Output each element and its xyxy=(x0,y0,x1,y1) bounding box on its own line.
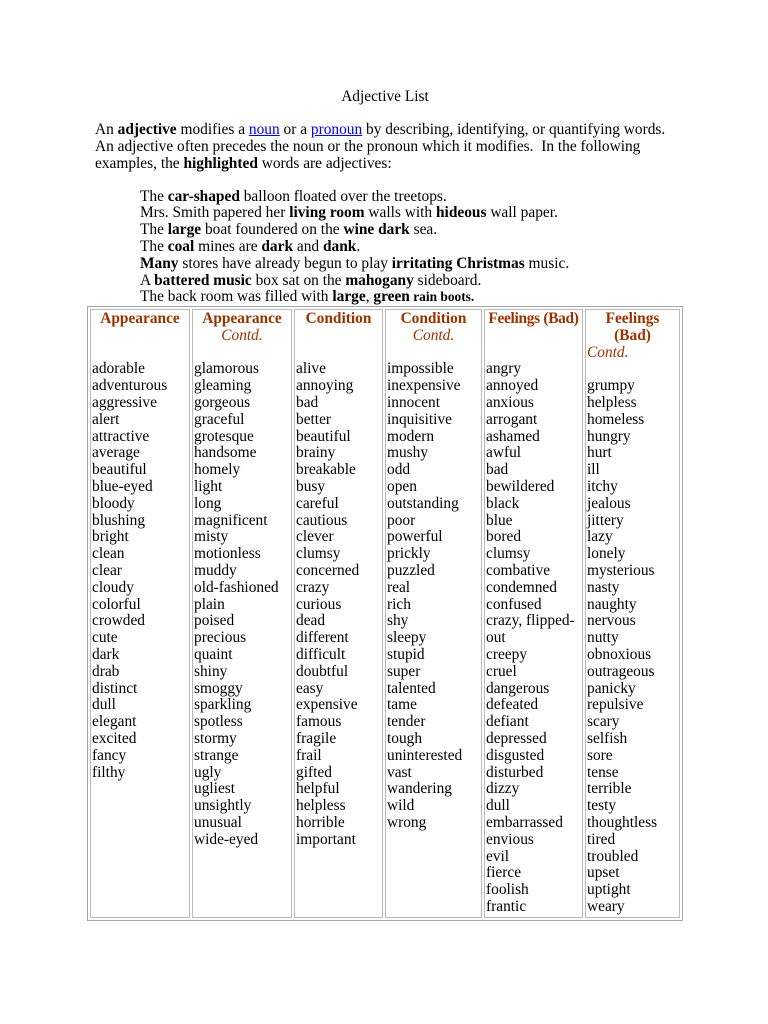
word-item: hurt xyxy=(587,444,612,462)
word-item: curious xyxy=(296,595,342,613)
word-item: elegant xyxy=(92,713,137,731)
word-item: vast xyxy=(387,763,412,781)
word-item: expensive xyxy=(296,696,358,714)
word-item: upset xyxy=(587,864,620,882)
intro-text: examples, the xyxy=(95,154,184,172)
word-item: stormy xyxy=(194,729,237,747)
word-item: impossible xyxy=(387,360,454,378)
column-header xyxy=(387,311,480,361)
sentence-text: sideboard. xyxy=(413,271,482,289)
column-feelings-bad xyxy=(484,309,583,918)
word-item: foolish xyxy=(486,881,529,899)
adjective-highlight: large xyxy=(332,288,366,306)
word-item: uptight xyxy=(587,881,631,899)
word-item: poised xyxy=(194,612,235,630)
column-header xyxy=(587,311,678,361)
word-item: obnoxious xyxy=(587,645,652,663)
word-item: bad xyxy=(486,461,509,479)
example-sentence xyxy=(140,239,569,256)
word-item: naughty xyxy=(587,595,637,613)
word-item: stupid xyxy=(387,645,425,663)
word-item: testy xyxy=(587,797,617,815)
word-item: defiant xyxy=(486,713,529,731)
word-item: wrong xyxy=(387,813,427,831)
word-list xyxy=(587,378,678,916)
word-item: average xyxy=(92,444,140,462)
word-item: jittery xyxy=(587,511,624,529)
adjective-highlight: living room xyxy=(289,204,365,222)
word-item: anxious xyxy=(486,393,534,411)
word-item: inexpensive xyxy=(387,377,461,395)
sentence-text: The back room was filled with xyxy=(140,288,333,306)
word-item: attractive xyxy=(92,427,150,445)
word-item: dead xyxy=(296,612,326,630)
sentence-text: A xyxy=(140,271,155,289)
adjective-highlight: green xyxy=(373,288,410,306)
word-item: fancy xyxy=(92,746,127,764)
word-list xyxy=(486,361,581,915)
word-item: motionless xyxy=(194,545,261,563)
word-item: old-fashioned xyxy=(194,578,279,596)
word-item: better xyxy=(296,410,332,428)
word-item: homeless xyxy=(587,410,645,428)
word-item: beautiful xyxy=(92,461,147,479)
word-item: awful xyxy=(486,444,522,462)
example-sentence xyxy=(140,222,569,239)
word-item: itchy xyxy=(587,477,618,495)
word-item: modern xyxy=(387,427,435,445)
column-header-title: Feelings (Bad) xyxy=(605,310,660,344)
word-item: angry xyxy=(486,360,522,378)
sentence-text: boat foundered on the xyxy=(201,221,344,239)
word-item: embarrassed xyxy=(486,813,563,831)
column-condition-contd xyxy=(385,309,482,918)
word-item: brainy xyxy=(296,444,336,462)
intro-line xyxy=(95,121,665,138)
word-item: thoughtless xyxy=(587,813,658,831)
example-sentence xyxy=(140,256,569,273)
intro-text: or a xyxy=(279,120,311,138)
word-item: crowded xyxy=(92,612,145,630)
word-item: cruel xyxy=(486,662,517,680)
adjective-highlight: wine dark xyxy=(343,221,410,239)
word-item: terrible xyxy=(587,780,632,798)
word-item: bad xyxy=(296,393,319,411)
word-item: hungry xyxy=(587,427,631,445)
word-item: distinct xyxy=(92,679,138,697)
word-item: wandering xyxy=(387,780,452,798)
word-item: clever xyxy=(296,528,334,546)
word-item: magnificent xyxy=(194,511,268,529)
word-item: frantic xyxy=(486,897,527,915)
word-item: quaint xyxy=(194,645,233,663)
sentence-text: stores have already begun to play xyxy=(178,254,392,272)
word-item: easy xyxy=(296,679,324,697)
word-item: real xyxy=(387,578,411,596)
word-item: wide-eyed xyxy=(194,830,259,848)
word-item: tough xyxy=(387,729,423,747)
word-item: combative xyxy=(486,561,551,579)
word-item: important xyxy=(296,830,356,848)
sentence-text: mines are xyxy=(194,237,262,255)
sentence-text: sea. xyxy=(409,221,438,239)
word-item: cloudy xyxy=(92,578,134,596)
sentence-text: walls with xyxy=(364,204,436,222)
adjective-highlight: mahogany xyxy=(345,271,414,289)
word-item: breakable xyxy=(296,461,356,479)
word-item: super xyxy=(387,662,421,680)
column-header xyxy=(296,311,381,361)
word-item: filthy xyxy=(92,763,126,781)
word-item: clumsy xyxy=(296,545,341,563)
word-item: evil xyxy=(486,847,510,865)
word-item: powerful xyxy=(387,528,443,546)
word-item: jealous xyxy=(587,494,631,512)
word-item: dizzy xyxy=(486,780,520,798)
word-item: disgusted xyxy=(486,746,545,764)
word-item: bewildered xyxy=(486,477,555,495)
word-item: nutty xyxy=(587,629,619,647)
word-item: shy xyxy=(387,612,409,630)
word-item: muddy xyxy=(194,561,237,579)
word-item: excited xyxy=(92,729,137,747)
word-item: misty xyxy=(194,528,229,546)
word-item: clumsy xyxy=(486,545,531,563)
word-item: gifted xyxy=(296,763,332,781)
sentence-text: wall paper. xyxy=(486,204,558,222)
word-item: unusual xyxy=(194,813,242,831)
column-header-title: Condition xyxy=(305,310,372,327)
word-item: doubtful xyxy=(296,662,349,680)
word-item: unsightly xyxy=(194,797,252,815)
word-item: spotless xyxy=(194,713,243,731)
adjective-highlight: Many xyxy=(140,254,179,272)
word-item: homely xyxy=(194,461,241,479)
word-item: tense xyxy=(587,763,619,781)
word-item: careful xyxy=(296,494,339,512)
sentence-text: The xyxy=(140,237,168,255)
sentence-text: balloon floated over the treetops. xyxy=(239,187,447,205)
sentence-text: and xyxy=(293,237,323,255)
word-item: dull xyxy=(486,797,510,815)
highlighted-term: adjective xyxy=(117,120,177,138)
word-item: difficult xyxy=(296,645,346,663)
word-item: open xyxy=(387,477,417,495)
column-header xyxy=(92,311,188,361)
word-item: smoggy xyxy=(194,679,243,697)
word-item: sleepy xyxy=(387,629,427,647)
word-item: sore xyxy=(587,746,613,764)
word-item: odd xyxy=(387,461,411,479)
word-item: outstanding xyxy=(387,494,459,512)
word-item: prickly xyxy=(387,545,431,563)
word-item: plain xyxy=(194,595,225,613)
column-header xyxy=(194,311,290,361)
column-header-title: Feelings (Bad) xyxy=(488,310,579,327)
word-item: nasty xyxy=(587,578,620,596)
word-item: long xyxy=(194,494,222,512)
column-feelings-bad-contd xyxy=(585,309,680,918)
column-appearance xyxy=(90,309,190,918)
word-item: adorable xyxy=(92,360,145,378)
word-item: gorgeous xyxy=(194,393,251,411)
word-item: tired xyxy=(587,830,616,848)
word-item: ill xyxy=(587,461,600,479)
word-item: envious xyxy=(486,830,534,848)
word-item: bloody xyxy=(92,494,135,512)
column-header-title: Appearance xyxy=(202,310,282,327)
word-item: talented xyxy=(387,679,436,697)
example-sentence xyxy=(140,205,569,222)
sentence-text: . xyxy=(356,237,361,255)
word-item: drab xyxy=(92,662,120,680)
word-item: rich xyxy=(387,595,411,613)
word-item: innocent xyxy=(387,393,440,411)
word-item: inquisitive xyxy=(387,410,452,428)
word-item: blue-eyed xyxy=(92,477,153,495)
word-item: clean xyxy=(92,545,125,563)
word-item: graceful xyxy=(194,410,245,428)
word-item: black xyxy=(486,494,520,512)
word-item: different xyxy=(296,629,349,647)
word-item: ugliest xyxy=(194,780,236,798)
word-item: repulsive xyxy=(587,696,644,714)
pronoun-link[interactable]: pronoun xyxy=(310,120,363,138)
word-item: disturbed xyxy=(486,763,544,781)
word-item: gleaming xyxy=(194,377,252,395)
word-item: busy xyxy=(296,477,326,495)
word-item: dangerous xyxy=(486,679,550,697)
word-list xyxy=(296,361,381,848)
intro-text: modifies a xyxy=(176,120,249,138)
word-item: tame xyxy=(387,696,417,714)
word-item: uninterested xyxy=(387,746,463,764)
intro-line xyxy=(95,155,665,172)
word-item: shiny xyxy=(194,662,228,680)
word-item: crazy xyxy=(296,578,330,596)
word-list xyxy=(92,361,188,781)
word-item: selfish xyxy=(587,729,628,747)
adjective-table xyxy=(87,306,683,921)
word-item: frail xyxy=(296,746,322,764)
word-item: fragile xyxy=(296,729,337,747)
word-item: confused xyxy=(486,595,542,613)
adjective-highlight: large xyxy=(167,221,202,239)
word-item: mushy xyxy=(387,444,429,462)
intro-text: by describing, identifying, or quantifying words. xyxy=(362,120,666,138)
word-item: alert xyxy=(92,410,120,428)
word-item: helpless xyxy=(587,393,637,411)
adjective-highlight: irritating Christmas xyxy=(391,254,525,272)
intro-paragraph xyxy=(95,121,665,172)
word-item: puzzled xyxy=(387,561,435,579)
word-item: aggressive xyxy=(92,393,157,411)
word-item: bright xyxy=(92,528,129,546)
word-item: nervous xyxy=(587,612,636,630)
adjective-highlight: hideous xyxy=(435,204,487,222)
word-item: wild xyxy=(387,797,415,815)
word-item: dull xyxy=(92,696,116,714)
example-sentence xyxy=(140,189,569,206)
word-item: condemned xyxy=(486,578,557,596)
word-item: arrogant xyxy=(486,410,538,428)
word-list xyxy=(387,361,480,831)
column-appearance-contd xyxy=(192,309,292,918)
word-item: ashamed xyxy=(486,427,540,445)
word-item: crazy, flipped-out xyxy=(486,612,575,647)
word-item: defeated xyxy=(486,696,539,714)
word-item: grotesque xyxy=(194,427,254,445)
word-item: panicky xyxy=(587,679,636,697)
word-item: weary xyxy=(587,897,625,915)
sentence-text: Mrs. Smith papered her xyxy=(140,204,290,222)
word-item: mysterious xyxy=(587,561,655,579)
sentence-text: , xyxy=(365,288,374,306)
page-title: Adjective List xyxy=(341,88,429,105)
word-item: ugly xyxy=(194,763,222,781)
column-header xyxy=(486,311,581,361)
column-header-title: Condition xyxy=(400,310,467,327)
word-item: horrible xyxy=(296,813,345,831)
word-item: scary xyxy=(587,713,620,731)
word-list xyxy=(194,361,290,848)
word-item: depressed xyxy=(486,729,547,747)
word-item: adventurous xyxy=(92,377,168,395)
example-sentence xyxy=(140,273,569,290)
column-header-title: Appearance xyxy=(100,310,180,327)
sentence-text: box sat on the xyxy=(251,271,346,289)
sentence-text: rain boots. xyxy=(409,289,475,305)
word-item: cautious xyxy=(296,511,348,529)
adjective-highlight: coal xyxy=(167,237,195,255)
column-condition xyxy=(294,309,383,918)
intro-text: An xyxy=(95,120,118,138)
word-item: lazy xyxy=(587,528,613,546)
word-item: annoying xyxy=(296,377,354,395)
word-item: beautiful xyxy=(296,427,351,445)
word-item: clear xyxy=(92,561,122,579)
adjective-highlight: battered music xyxy=(154,271,252,289)
word-item: fierce xyxy=(486,864,522,882)
word-item: strange xyxy=(194,746,239,764)
word-item: helpful xyxy=(296,780,340,798)
sentence-text: The xyxy=(140,221,168,239)
word-item: poor xyxy=(387,511,416,529)
column-header-contd: Contd. xyxy=(221,326,263,344)
word-item: creepy xyxy=(486,645,528,663)
adjective-highlight: dark xyxy=(261,237,294,255)
word-item: troubled xyxy=(587,847,639,865)
word-item: alive xyxy=(296,360,326,378)
intro-line xyxy=(95,138,665,155)
sentence-text: The xyxy=(140,187,168,205)
word-item: helpless xyxy=(296,797,346,815)
word-item: dark xyxy=(92,645,120,663)
word-item: concerned xyxy=(296,561,360,579)
word-item: light xyxy=(194,477,223,495)
word-item: blue xyxy=(486,511,513,529)
word-item: famous xyxy=(296,713,342,731)
word-item: precious xyxy=(194,629,247,647)
column-header-contd: Contd. xyxy=(412,326,455,344)
adjective-highlight: car-shaped xyxy=(167,187,240,205)
intro-text: words are adjectives: xyxy=(257,154,392,172)
word-item: blushing xyxy=(92,511,146,529)
column-header-contd: Contd. xyxy=(587,343,629,361)
example-sentences xyxy=(140,189,569,307)
example-sentence xyxy=(140,289,569,306)
adjective-highlight: dank xyxy=(322,237,357,255)
word-item: tender xyxy=(387,713,426,731)
noun-link[interactable]: noun xyxy=(248,120,280,138)
word-item: bored xyxy=(486,528,522,546)
word-item: lonely xyxy=(587,545,626,563)
word-item: sparkling xyxy=(194,696,252,714)
sentence-text: music. xyxy=(524,254,570,272)
word-item: handsome xyxy=(194,444,257,462)
intro-text: An adjective often precedes the noun or the pronoun which it modifies. In the following xyxy=(95,137,641,155)
word-item: colorful xyxy=(92,595,141,613)
word-item: annoyed xyxy=(486,377,539,395)
table-row xyxy=(90,309,680,918)
word-item: cute xyxy=(92,629,118,647)
word-item: glamorous xyxy=(194,360,259,378)
word-item: grumpy xyxy=(587,377,635,395)
word-item: outrageous xyxy=(587,662,655,680)
highlighted-term: highlighted xyxy=(183,154,258,172)
